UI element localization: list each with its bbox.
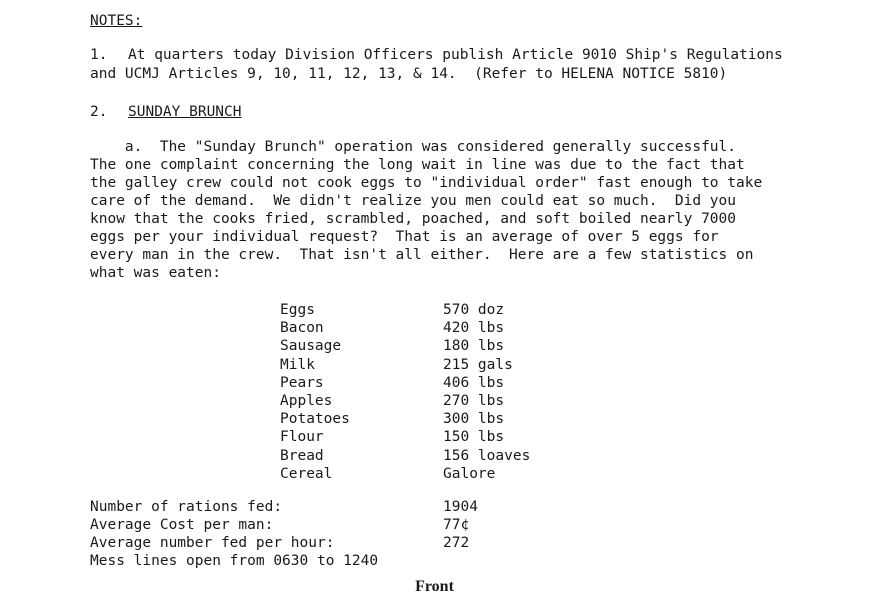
summary-value: 1904 <box>443 499 478 515</box>
mess-lines-text: Mess lines open from 0630 to 1240 <box>90 553 379 569</box>
paragraph-line: every man in the crew. That isn't all either. Here are a few statistics on <box>90 247 754 263</box>
item2-number: 2. <box>90 104 108 120</box>
food-amount: 156 loaves <box>443 447 531 464</box>
food-items-column <box>280 301 350 483</box>
summary-value: 272 <box>443 535 470 551</box>
food-item: Bread <box>280 447 324 464</box>
item1-number: 1. <box>90 47 108 63</box>
food-amount: 150 lbs <box>443 429 505 446</box>
food-amount: 215 gals <box>443 356 513 373</box>
food-amounts-column <box>443 301 530 483</box>
food-item: Flour <box>280 429 324 446</box>
page-footer: Front <box>415 578 454 595</box>
item1-line2: and UCMJ Articles 9, 10, 11, 12, 13, & 14. (Refer to HELENA NOTICE 5810) <box>90 66 728 82</box>
food-amount: 300 lbs <box>443 411 505 428</box>
notes-heading: NOTES: <box>90 13 143 29</box>
paragraph-line: eggs per your individual request? That is an average of over 5 eggs for <box>90 229 719 245</box>
food-item: Cereal <box>280 465 333 482</box>
food-item: Bacon <box>280 320 324 337</box>
food-amount: 180 lbs <box>443 338 505 355</box>
food-amount: 406 lbs <box>443 374 505 391</box>
paragraph-line: what was eaten: <box>90 265 221 281</box>
paragraph-line: the galley crew could not cook eggs to "individual order" fast enough to take <box>90 175 763 191</box>
food-item: Milk <box>280 356 315 373</box>
food-item: Apples <box>280 392 333 409</box>
food-item: Potatoes <box>280 411 350 428</box>
paragraph-line: care of the demand. We didn't realize you men could eat so much. Did you <box>90 193 737 209</box>
paragraph-line: a. The "Sunday Brunch" operation was considered generally successful. <box>90 139 737 155</box>
food-amount: Galore <box>443 465 496 482</box>
summary-label: Average number fed per hour: <box>90 535 335 551</box>
summary-label: Number of rations fed: <box>90 499 283 515</box>
food-item: Eggs <box>280 302 315 318</box>
paragraph-line: know that the cooks fried, scrambled, poached, and soft boiled nearly 7000 <box>90 211 737 227</box>
item2-title: SUNDAY BRUNCH <box>128 104 242 120</box>
food-item: Sausage <box>280 338 342 355</box>
food-item: Pears <box>280 374 324 391</box>
item1-line1: At quarters today Division Officers publish Article 9010 Ship's Regulations <box>128 47 783 63</box>
food-amount: 420 lbs <box>443 320 505 337</box>
food-amount: 270 lbs <box>443 392 505 409</box>
summary-value: 77¢ <box>443 517 470 533</box>
summary-label: Average Cost per man: <box>90 517 274 533</box>
food-amount: 570 doz <box>443 302 505 318</box>
paragraph-line: The one complaint concerning the long wait in line was due to the fact that <box>90 157 745 173</box>
